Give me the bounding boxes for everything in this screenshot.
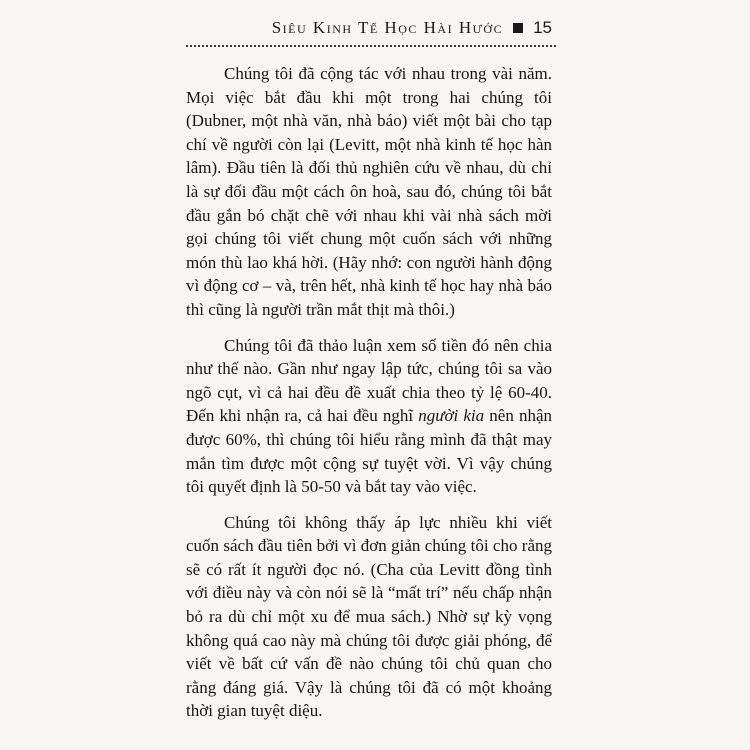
- paragraph-1: Chúng tôi đã cộng tác với nhau trong vài năm. Mọi việc bắt đầu khi một trong hai chúng tôi (Dubner, một nhà văn, nhà báo) viết một bài cho tạp chí về người còn lại (Levitt, một nhà kinh tế học hàn lâm). Đầu tiên là đối thủ nghiên cứu về nhau, dù chỉ là sự đối đầu một cách ôn hoà, sau đó, chúng tôi bắt đầu gắn bó chặt chẽ với nhau khi vài nhà sách mời gọi chúng tôi viết chung một cuốn sách với những món thù lao khá hời. (Hãy nhớ: con người hành động vì động cơ – và, trên hết, nhà kinh tế học hay nhà báo thì cũng là người trần mắt thịt mà thôi.): [186, 64, 552, 319]
- paragraph-2-emphasis: người kia: [418, 406, 485, 426]
- book-title: Siêu Kinh Tế Học Hài Hước: [271, 18, 504, 37]
- paragraph-2-after: nên nhận được 60%, thì chúng tôi hiểu rằng mình đã thật may mắn tìm được một cộng sự tuyệt vời. Vì vậy chúng tôi quyết định là 50-50 và bắt tay vào việc.: [186, 406, 552, 497]
- body-text: [186, 62, 552, 735]
- square-bullet-icon: [513, 23, 523, 33]
- paragraph-2: [186, 334, 552, 499]
- page-number: 15: [533, 18, 552, 37]
- paragraph-3: Chúng tôi không thấy áp lực nhiều khi viết cuốn sách đầu tiên bởi vì đơn giản chúng tôi cho rằng sẽ có rất ít người đọc nó. (Cha của Levitt đồng tình với điều này và còn nói sẽ là “mất trí” nếu chấp nhận bỏ ra dù chỉ một xu để mua sách.) Nhờ sự kỳ vọng không quá cao này mà chúng tôi được giải phóng, để viết về bất cứ vấn đề nào chúng tôi chủ quan cho rằng đáng giá. Vậy là chúng tôi đã có một khoảng thời gian tuyệt diệu.: [186, 512, 552, 721]
- paragraph-2-before: Chúng tôi đã thảo luận xem số tiền đó nên chia như thế nào. Gần như ngay lập tức, chúng tôi sa vào ngõ cụt, vì cả hai đều đề xuất chia theo tỷ lệ 60-40. Đến khi nhận ra, cả hai đều nghĩ: [186, 335, 552, 426]
- running-header: [272, 18, 552, 38]
- header-dotted-rule: [186, 45, 556, 47]
